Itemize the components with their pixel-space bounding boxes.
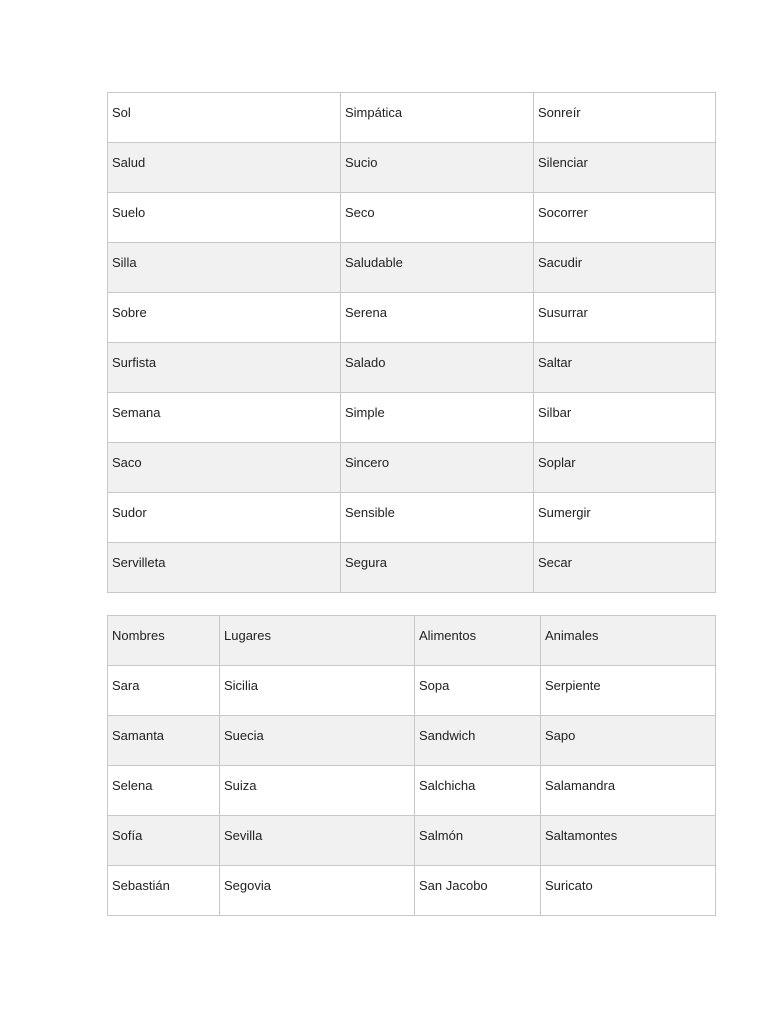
table-cell: Saltar	[534, 343, 716, 393]
table-row	[108, 93, 716, 143]
table-row	[108, 493, 716, 543]
table-cell: Suelo	[108, 193, 341, 243]
table-cell: Sobre	[108, 293, 341, 343]
table-row	[108, 443, 716, 493]
table-cell: Segura	[341, 543, 534, 593]
table-cell: Suricato	[541, 866, 716, 916]
column-header-lugares: Lugares	[220, 616, 415, 666]
table-row	[108, 193, 716, 243]
table-row	[108, 343, 716, 393]
table-cell: Sudor	[108, 493, 341, 543]
table-cell: Sandwich	[415, 716, 541, 766]
table-cell: Sicilia	[220, 666, 415, 716]
table-cell: Silbar	[534, 393, 716, 443]
table-cell: Silenciar	[534, 143, 716, 193]
table-row	[108, 766, 716, 816]
column-header-animales: Animales	[541, 616, 716, 666]
table-cell: Samanta	[108, 716, 220, 766]
table-cell: Salamandra	[541, 766, 716, 816]
table-cell: Servilleta	[108, 543, 341, 593]
word-table	[107, 92, 716, 593]
table-cell: Suecia	[220, 716, 415, 766]
table-cell: Sincero	[341, 443, 534, 493]
table-cell: Sara	[108, 666, 220, 716]
table-cell: Secar	[534, 543, 716, 593]
table-row	[108, 293, 716, 343]
table-cell: Segovia	[220, 866, 415, 916]
table-cell: Saco	[108, 443, 341, 493]
table-cell: Saludable	[341, 243, 534, 293]
table-cell: Soplar	[534, 443, 716, 493]
table-cell: Simpática	[341, 93, 534, 143]
table-cell: Sofía	[108, 816, 220, 866]
table-cell: Simple	[341, 393, 534, 443]
table-cell: Salmón	[415, 816, 541, 866]
table-cell: Salado	[341, 343, 534, 393]
table-row	[108, 243, 716, 293]
table-cell: Susurrar	[534, 293, 716, 343]
table-row	[108, 393, 716, 443]
table-row	[108, 143, 716, 193]
table-cell: Sevilla	[220, 816, 415, 866]
table-cell: Seco	[341, 193, 534, 243]
table-cell: Suiza	[220, 766, 415, 816]
table-cell: Sapo	[541, 716, 716, 766]
table-cell: Salud	[108, 143, 341, 193]
table-cell: Serena	[341, 293, 534, 343]
table-cell: Sumergir	[534, 493, 716, 543]
table-cell: Sacudir	[534, 243, 716, 293]
table-row	[108, 866, 716, 916]
table-row	[108, 666, 716, 716]
category-table	[107, 615, 716, 916]
table-cell: Serpiente	[541, 666, 716, 716]
table-cell: Surfista	[108, 343, 341, 393]
table-cell: Sensible	[341, 493, 534, 543]
table-row	[108, 816, 716, 866]
table-cell: Salchicha	[415, 766, 541, 816]
table-header-row	[108, 616, 716, 666]
column-header-nombres: Nombres	[108, 616, 220, 666]
table-row	[108, 716, 716, 766]
table-cell: Sol	[108, 93, 341, 143]
table-cell: Sonreír	[534, 93, 716, 143]
table-cell: Selena	[108, 766, 220, 816]
table-cell: Saltamontes	[541, 816, 716, 866]
table-cell: Silla	[108, 243, 341, 293]
column-header-alimentos: Alimentos	[415, 616, 541, 666]
table-cell: Sucio	[341, 143, 534, 193]
table-row	[108, 543, 716, 593]
table-cell: Sopa	[415, 666, 541, 716]
table-cell: Sebastián	[108, 866, 220, 916]
table-cell: San Jacobo	[415, 866, 541, 916]
table-cell: Socorrer	[534, 193, 716, 243]
table-cell: Semana	[108, 393, 341, 443]
